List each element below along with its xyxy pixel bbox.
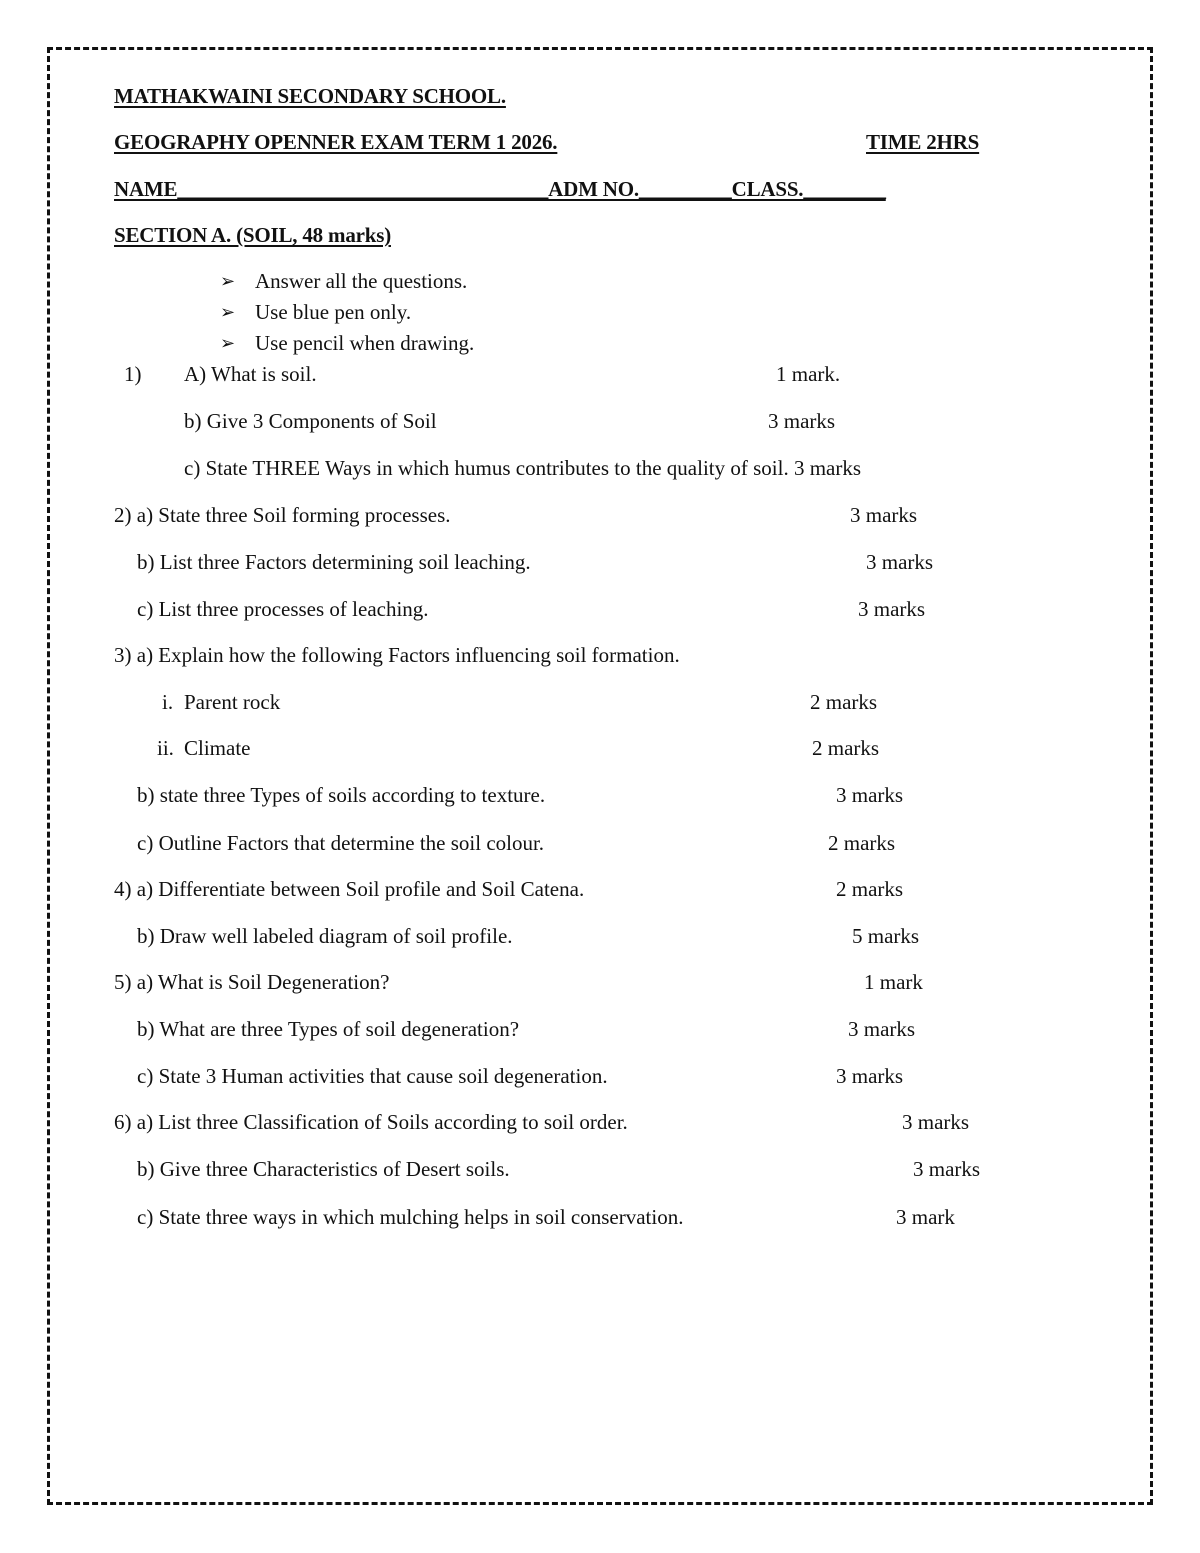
- exam-title: GEOGRAPHY OPENNER EXAM TERM 1 2026.: [114, 130, 558, 154]
- arrow-bullet-icon: ➢: [220, 302, 236, 322]
- instruction-item: Use blue pen only.: [255, 300, 412, 324]
- question-text: 6) a) List three Classification of Soils according to soil order.: [114, 1110, 628, 1134]
- arrow-bullet-icon: ➢: [220, 271, 236, 291]
- question-marks: 3 marks: [836, 1064, 904, 1088]
- question-text: 3) a) Explain how the following Factors influencing soil formation.: [114, 643, 680, 667]
- question-marks: 2 marks: [828, 831, 896, 855]
- question-text: c) Outline Factors that determine the soil colour.: [137, 831, 545, 855]
- instruction-item: Answer all the questions.: [255, 269, 468, 293]
- sub-item-text: Climate: [184, 736, 251, 760]
- question-marks: 3 marks: [902, 1110, 970, 1134]
- question-number: 1): [124, 362, 142, 386]
- sub-item-number: ii.: [157, 736, 174, 760]
- arrow-bullet-icon: ➢: [220, 333, 236, 353]
- question-text: b) Give three Characteristics of Desert soils.: [137, 1157, 510, 1181]
- question-marks: 3 marks: [848, 1017, 916, 1041]
- question-marks: 3 marks: [866, 550, 934, 574]
- sub-item-text: Parent rock: [184, 690, 281, 714]
- question-text: c) State three ways in which mulching helps in soil conservation.: [137, 1205, 684, 1229]
- section-title: SECTION A. (SOIL, 48 marks): [114, 223, 391, 247]
- exam-time: TIME 2HRS: [866, 130, 980, 154]
- question-marks: 2 marks: [836, 877, 904, 901]
- page-border: [47, 47, 1153, 1505]
- question-text: b) Give 3 Components of Soil: [184, 409, 437, 433]
- question-marks: 1 mark.: [776, 362, 841, 386]
- question-marks: 5 marks: [852, 924, 920, 948]
- question-marks: 2 marks: [812, 736, 880, 760]
- question-marks: 2 marks: [810, 690, 878, 714]
- school-name: MATHAKWAINI SECONDARY SCHOOL.: [114, 84, 506, 108]
- question-text: 2) a) State three Soil forming processes.: [114, 503, 451, 527]
- question-text: b) What are three Types of soil degeneration?: [137, 1017, 520, 1041]
- question-text: A) What is soil.: [184, 362, 317, 386]
- question-text: b) Draw well labeled diagram of soil profile.: [137, 924, 513, 948]
- question-marks: 3 mark: [896, 1205, 955, 1229]
- question-text: 4) a) Differentiate between Soil profile and Soil Catena.: [114, 877, 585, 901]
- question-text: b) List three Factors determining soil leaching.: [137, 550, 531, 574]
- question-text: c) State 3 Human activities that cause soil degeneration.: [137, 1064, 608, 1088]
- question-text: c) List three processes of leaching.: [137, 597, 429, 621]
- question-marks: 3 marks: [850, 503, 918, 527]
- question-marks: 1 mark: [864, 970, 923, 994]
- question-marks: 3 marks: [836, 783, 904, 807]
- question-text: c) State THREE Ways in which humus contributes to the quality of soil. 3 marks: [184, 456, 862, 480]
- question-text: 5) a) What is Soil Degeneration?: [114, 970, 390, 994]
- student-details-line: NAME____________________________________ADM NO._________CLASS.________: [114, 177, 886, 201]
- question-marks: 3 marks: [768, 409, 836, 433]
- question-marks: 3 marks: [913, 1157, 981, 1181]
- sub-item-number: i.: [162, 690, 174, 714]
- instruction-item: Use pencil when drawing.: [255, 331, 475, 355]
- question-text: b) state three Types of soils according to texture.: [137, 783, 546, 807]
- question-marks: 3 marks: [858, 597, 926, 621]
